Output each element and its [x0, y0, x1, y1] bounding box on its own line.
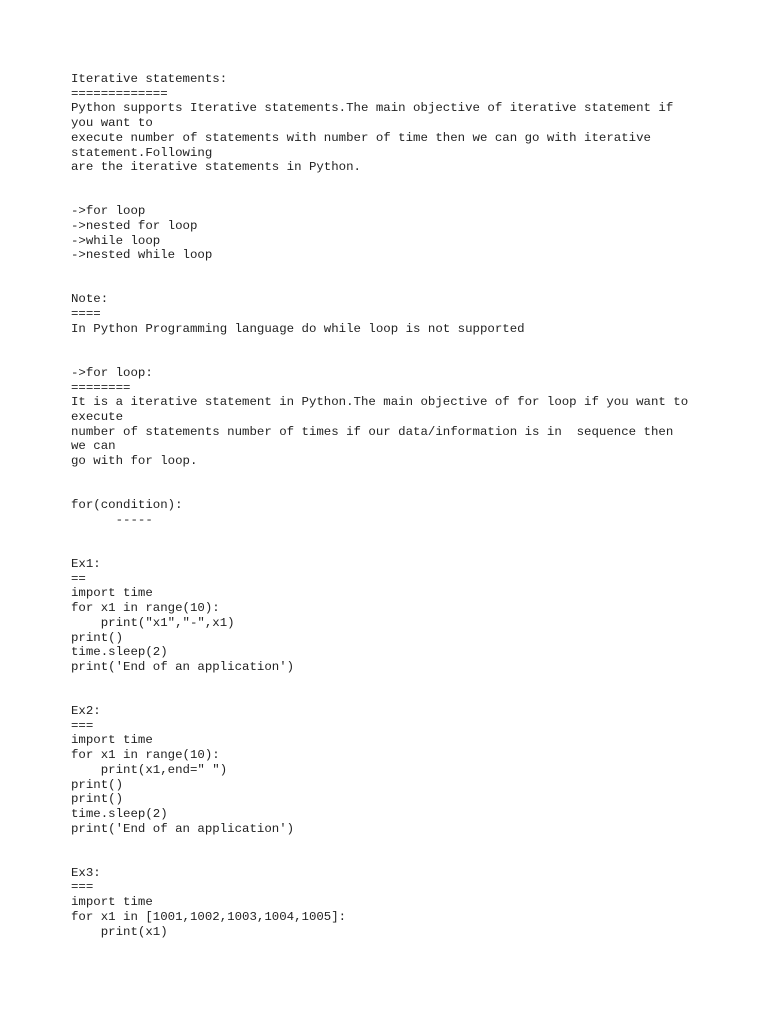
text-line — [71, 675, 731, 690]
text-line: Iterative statements: — [71, 72, 228, 86]
text-line — [71, 190, 731, 205]
text-line: print() — [71, 792, 124, 807]
text-line: for x1 in range(10): — [71, 748, 220, 763]
text-line: import time — [71, 733, 153, 748]
text-line — [71, 175, 731, 190]
text-line: ->for loop: — [71, 365, 153, 380]
text-line: ==== — [71, 307, 101, 322]
text-line — [71, 351, 731, 366]
text-line: print() — [71, 630, 124, 645]
text-line — [71, 851, 731, 866]
text-line: we can — [71, 439, 116, 454]
text-line: go with for loop. — [71, 454, 198, 469]
text-line: for(condition): — [71, 498, 183, 513]
text-line — [71, 542, 731, 557]
text-line — [71, 337, 731, 352]
text-line: ============= — [71, 86, 168, 101]
text-line — [71, 689, 731, 704]
text-line: == — [71, 571, 86, 586]
text-line: you want to — [71, 116, 153, 131]
text-line: statement.Following — [71, 145, 213, 160]
document-text — [71, 72, 731, 939]
text-line: execute number of statements with number of time then we can go with iterative — [71, 130, 651, 145]
text-line: import time — [71, 586, 153, 601]
text-line: ->nested while loop — [71, 248, 213, 263]
text-line: It is a iterative statement in Python.The main objective of for loop if you want to — [71, 395, 689, 410]
text-line: print("x1","-",x1) — [71, 615, 235, 630]
text-line — [71, 469, 731, 484]
text-line: print(x1) — [71, 924, 168, 939]
text-line: execute — [71, 410, 124, 425]
text-line — [71, 263, 731, 278]
text-line: ->nested for loop — [71, 219, 198, 233]
text-line: Ex3: — [71, 865, 101, 880]
text-line: are the iterative statements in Python. — [71, 160, 361, 175]
text-line — [71, 836, 731, 851]
text-line: ======== — [71, 380, 131, 395]
text-line: Note: — [71, 292, 109, 307]
text-line: number of statements number of times if our data/information is in sequence then — [71, 424, 674, 439]
text-line: ->while loop — [71, 233, 161, 248]
text-line: time.sleep(2) — [71, 806, 168, 821]
text-line: In Python Programming language do while loop is not supported — [71, 321, 525, 336]
text-line: print() — [71, 777, 124, 792]
text-line — [71, 484, 731, 499]
text-line: === — [71, 880, 94, 895]
text-line: import time — [71, 895, 153, 910]
text-line: time.sleep(2) — [71, 645, 168, 660]
text-line: Ex1: — [71, 557, 101, 572]
text-line: Python supports Iterative statements.The main objective of iterative statement if — [71, 101, 674, 116]
text-line: Ex2: — [71, 704, 101, 719]
text-line: ----- — [71, 512, 153, 527]
text-line: print('End of an application') — [71, 659, 295, 674]
text-line: for x1 in [1001,1002,1003,1004,1005]: — [71, 909, 347, 924]
text-line: print(x1,end=" ") — [71, 762, 228, 777]
text-line: === — [71, 718, 94, 733]
text-line: print('End of an application') — [71, 821, 295, 836]
text-line — [71, 278, 731, 293]
text-line: ->for loop — [71, 204, 146, 219]
text-line: for x1 in range(10): — [71, 601, 220, 616]
text-line — [71, 528, 731, 543]
